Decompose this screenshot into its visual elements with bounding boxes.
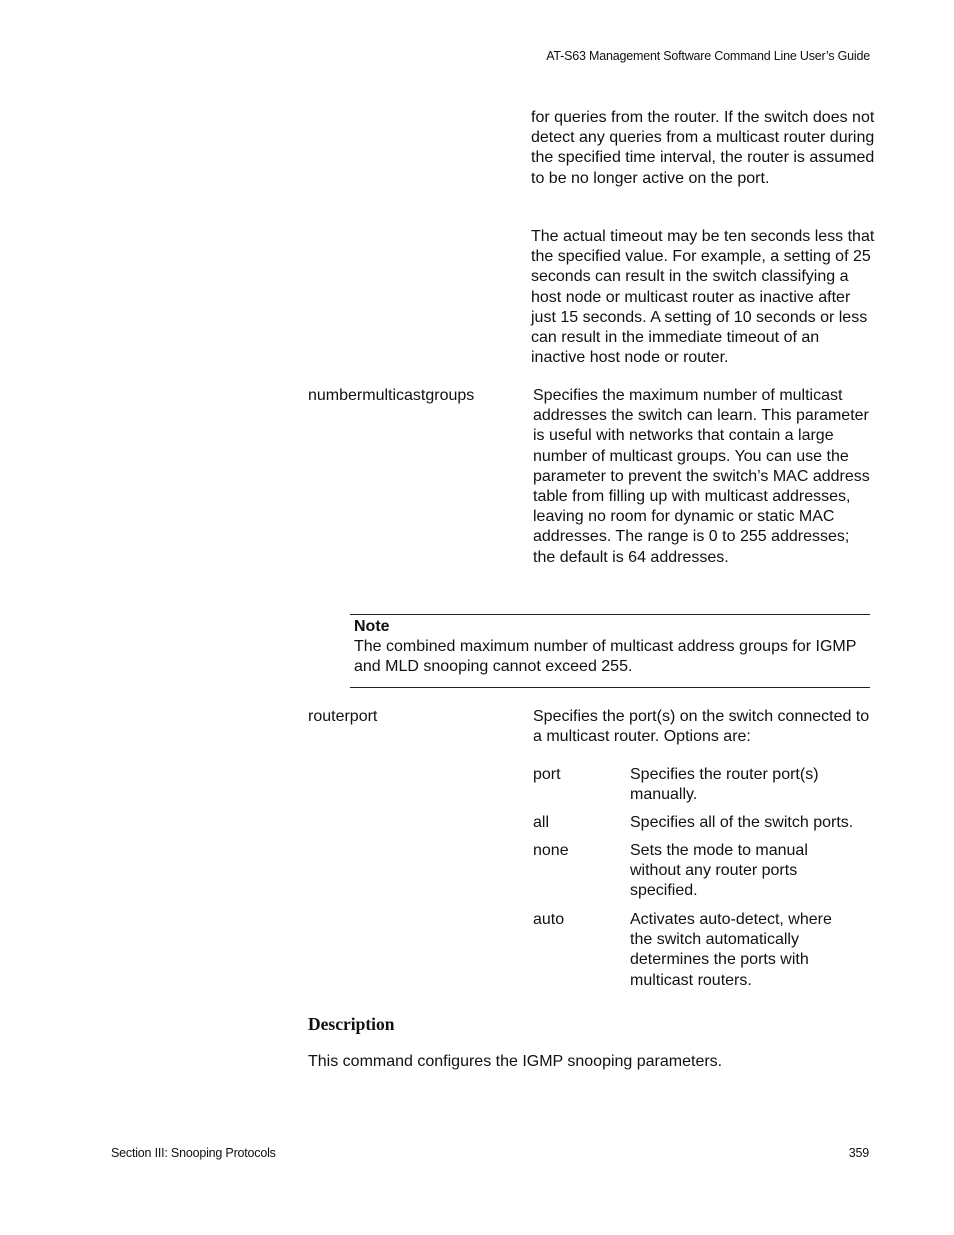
param-term-numbermulticastgroups: numbermulticastgroups	[308, 387, 475, 404]
option-name-auto: auto	[533, 911, 565, 928]
note-body: The combined maximum number of multicast address groups for IGMP and MLD snooping cannot exceed 255.	[354, 638, 857, 676]
running-header: AT-S63 Management Software Command Line User’s Guide	[546, 49, 870, 63]
paragraph-queries: for queries from the router. If the switch does not detect any queries from a multicast router during the specified time interval, the router is assumed to be no longer active on the port.	[531, 109, 875, 187]
section-heading-description: Description	[308, 1014, 395, 1034]
option-description-port: Specifies the router port(s) manually.	[630, 766, 819, 804]
option-name-port: port	[533, 766, 561, 783]
param-description-numbermulticastgroups: Specifies the maximum number of multicast addresses the switch can learn. This parameter is useful with networks that contain a large number of multicast groups. You can use the parameter to prevent the switch’s MAC address table from filling up with multicast addresses, leaving no room for dynamic or static MAC addresses. The range is 0 to 255 addresses; the default is 64 addresses.	[533, 387, 870, 566]
note-top-rule	[350, 614, 870, 615]
param-term-routerport: routerport	[308, 708, 378, 725]
footer-section: Section III: Snooping Protocols	[111, 1146, 276, 1160]
note-title: Note	[354, 618, 390, 635]
paragraph-timeout: The actual timeout may be ten seconds less that the specified value. For example, a setting of 25 seconds can result in the switch classifying a host node or multicast router as inactive after just 15 seconds. A setting of 10 seconds or less can result in the immediate timeout of an inactive host node or router.	[531, 228, 875, 367]
option-name-all: all	[533, 814, 550, 831]
option-description-auto: Activates auto-detect, where the switch automatically determines the ports with multicast routers.	[630, 911, 832, 989]
option-description-none: Sets the mode to manual without any router ports specified.	[630, 842, 808, 900]
option-description-all: Specifies all of the switch ports.	[630, 814, 854, 831]
param-description-routerport: Specifies the port(s) on the switch connected to a multicast router. Options are:	[533, 708, 870, 746]
description-body: This command configures the IGMP snooping parameters.	[308, 1053, 723, 1070]
footer-page-number: 359	[848, 1146, 869, 1160]
note-bottom-rule	[350, 687, 870, 688]
option-name-none: none	[533, 842, 569, 859]
